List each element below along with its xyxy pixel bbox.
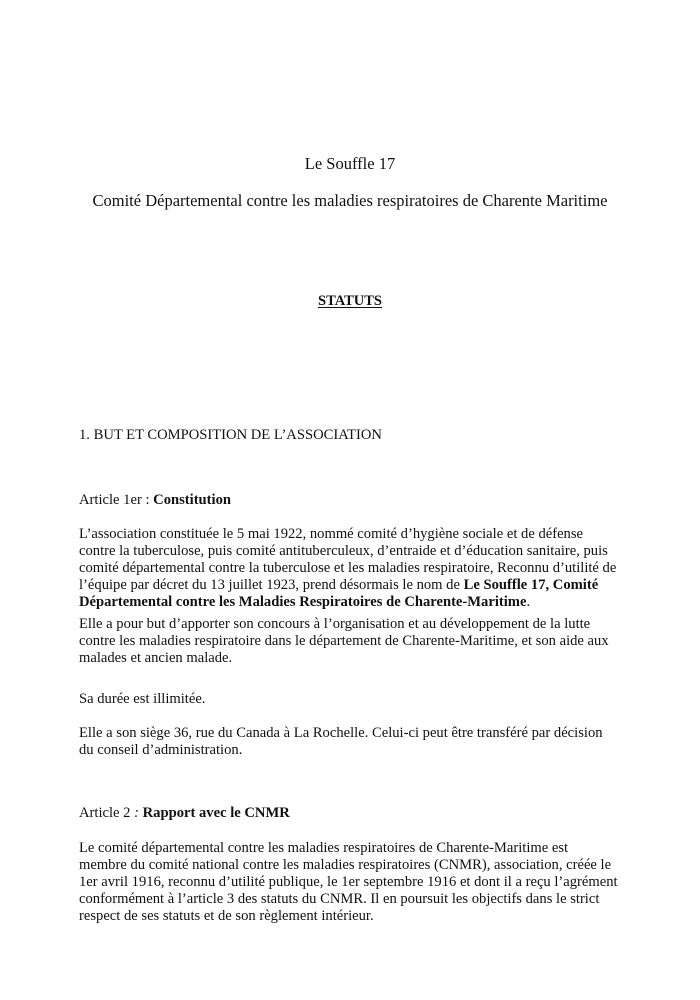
article-2-label: Article 2	[79, 805, 135, 821]
article-1-paragraph-seat: Elle a son siège 36, rue du Canada à La Rochelle. Celui-ci peut être transféré par décision du conseil d’administration.	[79, 725, 603, 758]
document-subtitle: Comité Départemental contre les maladies respiratoires de Charente Maritime	[92, 191, 608, 210]
document-title: Le Souffle 17	[304, 154, 396, 173]
statuts-heading: STATUTS	[318, 293, 382, 309]
article-1-paragraph-purpose: Elle a pour but d’apporter son concours à l’organisation et au développement de la lutte contre les maladies respiratoire dans le département de Charente-Maritime, et son aide aux malades et ancien malade.	[79, 616, 609, 666]
article-1-label: Article 1er :	[79, 492, 154, 508]
article-1-paragraph-constitution	[79, 526, 619, 611]
article-2-title: Rapport avec le CNMR	[142, 805, 290, 821]
paragraph-end: .	[526, 594, 531, 610]
article-1-heading	[79, 492, 619, 509]
association-name: Le Souffle 17, Comité Départemental contre les Maladies Respiratoires de Charente-Maritime	[79, 577, 599, 610]
article-2-paragraph: Le comité départemental contre les maladies respiratoires de Charente-Maritime est membre du comité national contre les maladies respiratoires (CNMR), association, créée le 1er avril 1916, reconnu d’utilité publique, le 1er septembre 1916 et dont il a reçu l’agrément conformément à l’article 3 des statuts du CNMR. Il en poursuit les objectifs dans le strict respect de ses statuts et de son règlement intérieur.	[79, 840, 618, 924]
article-2-colon: :	[134, 805, 143, 821]
paragraph-text: L’association constituée le 5 mai 1922, nommé comité d’hygiène sociale et de défense contre la tuberculose, puis comité antituberculeux, d’entraide et d’éducation sanitaire, puis comité départemental contre la tuberculose et les maladies respiratoire, Reconnu d’utilité de l’équipe par décret du 13 juillet 1923, prend désormais le nom de	[79, 526, 617, 593]
section-heading: 1. BUT ET COMPOSITION DE L’ASSOCIATION	[79, 427, 382, 443]
article-2-heading	[79, 805, 619, 822]
article-1-title: Constitution	[153, 492, 232, 508]
article-1-paragraph-duration: Sa durée est illimitée.	[79, 691, 206, 707]
